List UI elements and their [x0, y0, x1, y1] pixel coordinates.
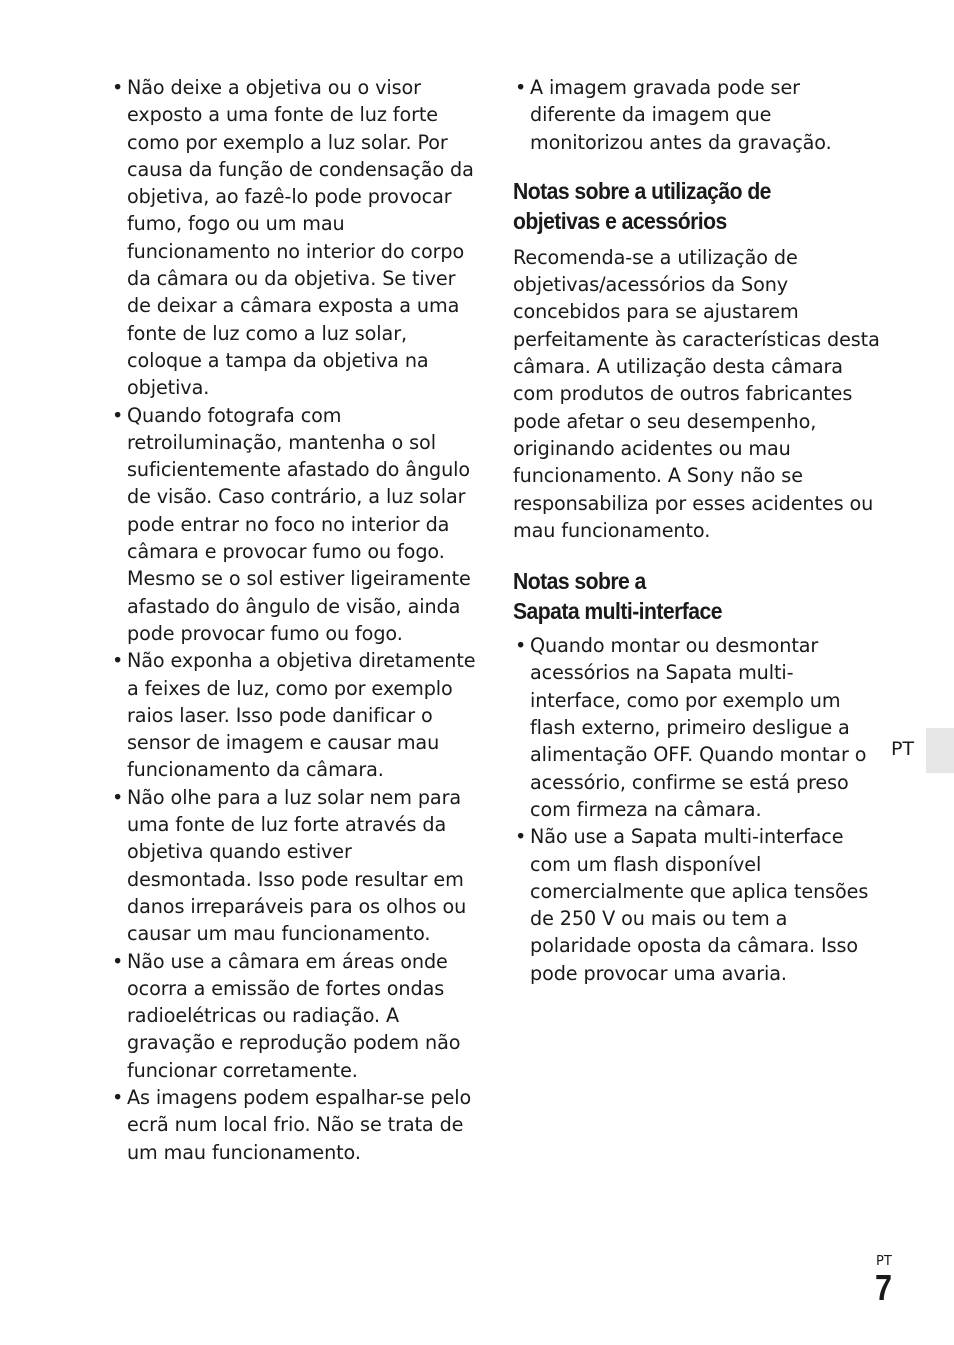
heading-line: Notas sobre a — [513, 568, 646, 595]
list-item: • Quando fotografa com retroiluminação, mantenha o sol suficientemente afastado do ângulo de visão. Caso contrário, a luz solar pode entrar no foco no interior da câmara e provocar fumo ou fogo. Mesmo se o sol estiver ligeiramente afastado do ângulo de visão, ainda pode provocar fumo ou fogo. — [110, 402, 478, 648]
page-number: 7 — [875, 1267, 893, 1308]
recording-notes-list — [513, 74, 881, 156]
shoe-notes-list — [513, 632, 881, 987]
list-item: • Não olhe para a luz solar nem para uma fonte de luz forte através da objetiva quando estiver desmontada. Isso pode resultar em danos irreparáveis para os olhos ou causar um mau funcionamento. — [110, 784, 478, 948]
heading-line: objetivas e acessórios — [513, 207, 727, 234]
language-tab-label: PT — [891, 738, 915, 760]
language-tab-marker — [926, 728, 954, 773]
list-item: • A imagem gravada pode ser diferente da imagem que monitorizou antes da gravação. — [513, 74, 881, 156]
list-item: • As imagens podem espalhar-se pelo ecrã num local frio. Não se trata de um mau funcionamento. — [110, 1084, 478, 1166]
heading-line: Sapata multi-interface — [513, 598, 722, 625]
list-item: • Quando montar ou desmontar acessórios na Sapata multi-interface, como por exemplo um flash externo, primeiro desligue a alimentação OFF. Quando montar o acessório, confirme se está preso com firmeza na câmara. — [513, 632, 881, 823]
accessories-heading — [513, 176, 852, 236]
list-item: • Não use a câmara em áreas onde ocorra a emissão de fortes ondas radioelétricas ou radiação. A gravação e reprodução podem não funcionar corretamente. — [110, 948, 478, 1084]
multi-interface-shoe-heading — [513, 566, 852, 626]
list-item: • Não use a Sapata multi-interface com um flash disponível comercialmente que aplica tensões de 250 V ou mais ou tem a polaridade oposta da câmara. Isso pode provocar uma avaria. — [513, 823, 881, 987]
precautions-list — [110, 74, 478, 1166]
left-column — [110, 74, 478, 1166]
heading-line: Notas sobre a utilização de — [513, 177, 771, 204]
list-item: • Não exponha a objetiva diretamente a feixes de luz, como por exemplo raios laser. Isso pode danificar o sensor de imagem e causar mau funcionamento da câmara. — [110, 647, 478, 783]
footer-language-code: PT — [876, 1254, 892, 1269]
list-item: • Não deixe a objetiva ou o visor exposto a uma fonte de luz forte como por exemplo a luz solar. Por causa da função de condensação da objetiva, ao fazê-lo pode provocar fumo, fogo ou um mau funcionamento no interior do corpo da câmara ou da objetiva. Se tiver de deixar a câmara exposta a uma fonte de luz como a luz solar, coloque a tampa da objetiva na objetiva. — [110, 74, 478, 402]
right-column — [513, 74, 881, 987]
accessories-paragraph: Recomenda-se a utilização de objetivas/acessórios da Sony concebidos para se ajustarem perfeitamente às características desta câmara. A utilização desta câmara com produtos de outros fabricantes pode afetar o seu desempenho, originando acidentes ou mau funcionamento. A Sony não se responsabiliza por esses acidentes ou mau funcionamento. — [513, 245, 880, 542]
